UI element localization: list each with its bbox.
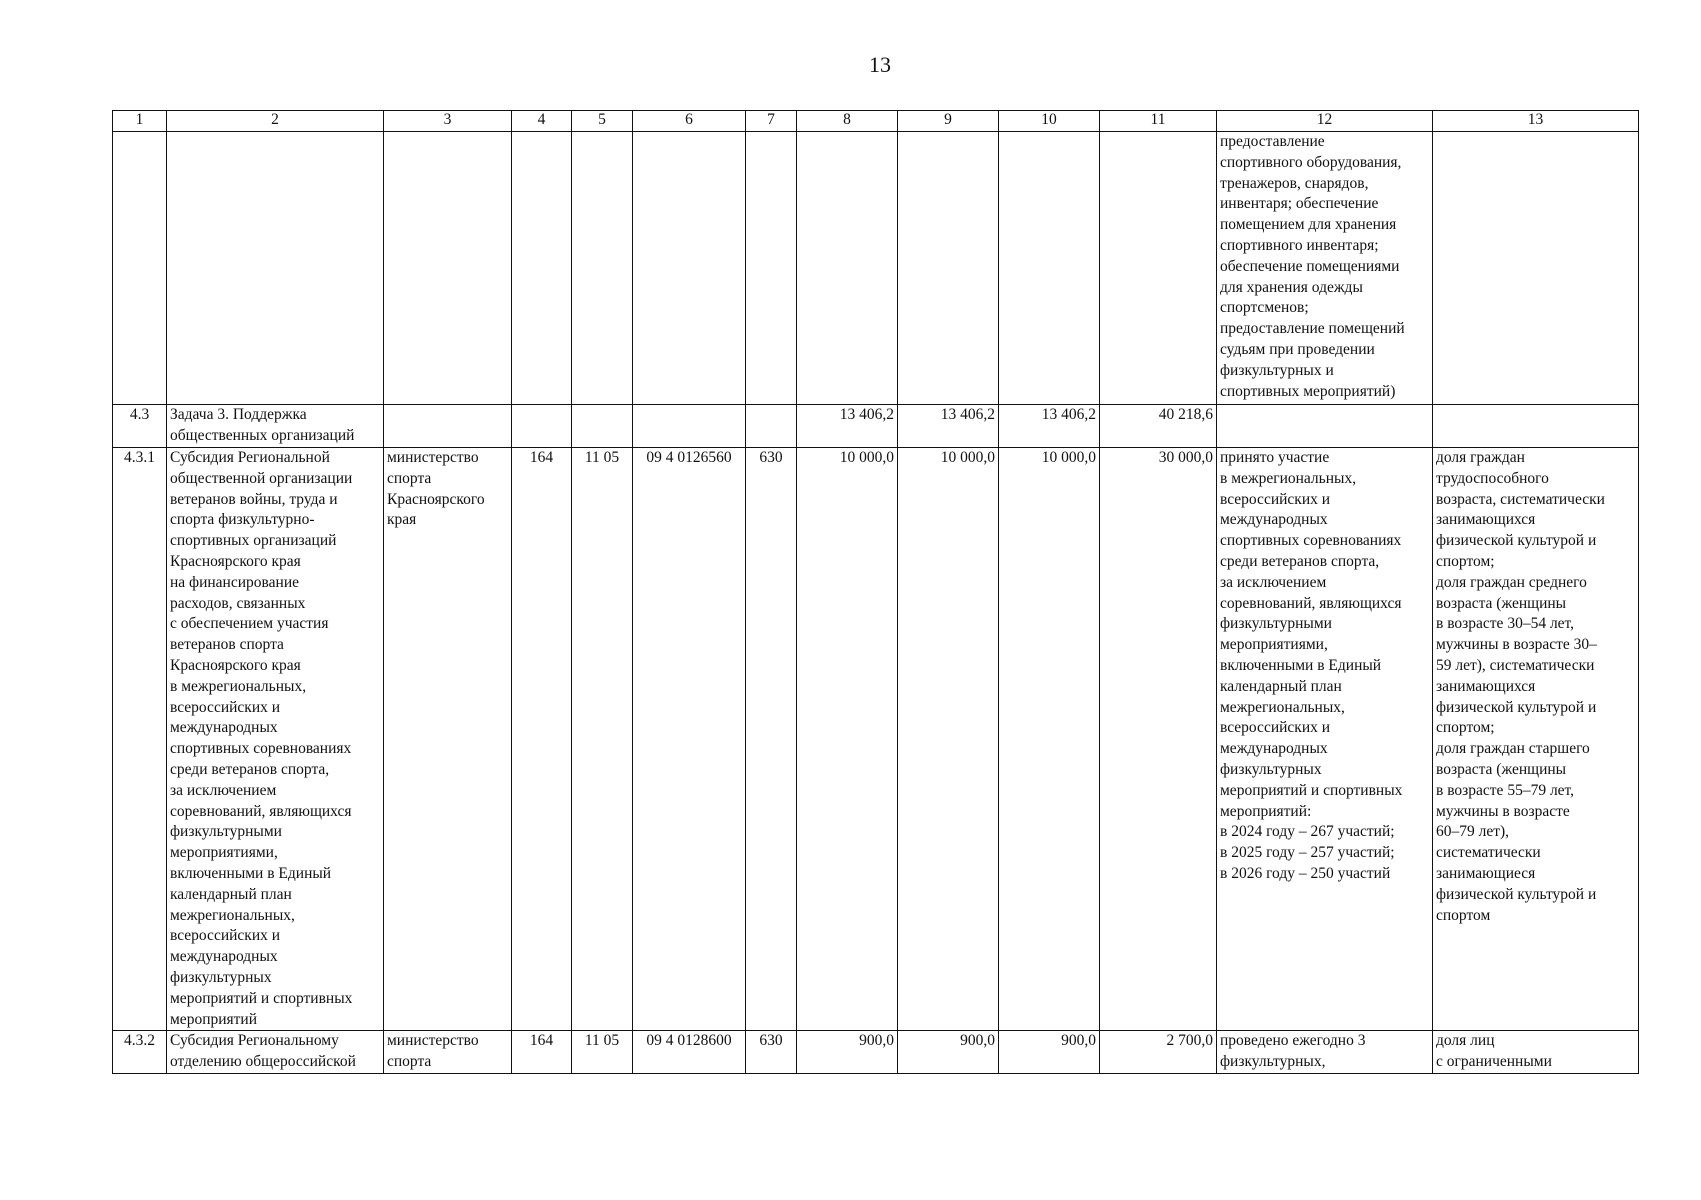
indicator-cell: доля граждан трудоспособного возраста, систематически занимающихся физической культурой и спортом; доля граждан среднего возраста (женщины в возрасте 30–54 лет, мужчины в возрасте 30– 59 лет), систематически занимающихся физической культурой и спортом; доля граждан старшего возраста (женщины в возрасте 55–79 лет, мужчины в возрасте 60–79 лет), систематически занимающиеся физической культурой и спортом [1433, 448, 1639, 1031]
row-number-cell [113, 132, 167, 405]
row-number-cell: 4.3.1 [113, 448, 167, 1031]
amount-total-cell: 30 000,0 [1100, 448, 1217, 1031]
indicator-cell [1433, 132, 1639, 405]
administrator-cell [384, 132, 512, 405]
section-cell: 11 05 [572, 448, 633, 1031]
column-header: 13 [1433, 111, 1639, 132]
target-article-cell: 09 4 0126560 [633, 448, 746, 1031]
column-number-row [113, 111, 1639, 132]
amount-total-cell [1100, 132, 1217, 405]
table-row [113, 405, 1639, 448]
amount-total-cell: 2 700,0 [1100, 1031, 1217, 1074]
grbs-cell [512, 405, 572, 448]
column-header: 11 [1100, 111, 1217, 132]
amount-2026-cell [999, 132, 1100, 405]
grbs-cell [512, 132, 572, 405]
amount-2025-cell [898, 132, 999, 405]
table-row [113, 132, 1639, 405]
activity-name-cell: Задача 3. Поддержка общественных организаций [167, 405, 384, 448]
column-header: 4 [512, 111, 572, 132]
column-header: 1 [113, 111, 167, 132]
table-row [113, 1031, 1639, 1074]
amount-2026-cell: 10 000,0 [999, 448, 1100, 1031]
column-header: 8 [797, 111, 898, 132]
expense-type-cell [746, 132, 797, 405]
activity-name-cell: Субсидия Региональной общественной организации ветеранов войны, труда и спорта физкультурно- спортивных организаций Красноярского края на финансирование расходов, связанных с обеспечением участия ветеранов спорта Красноярского края в межрегиональных, всероссийских и международных спортивных соревнованиях среди ветеранов спорта, за исключением соревнований, являющихся физкультурными мероприятиями, включенными в Единый календарный план межрегиональных, всероссийских и международных физкультурных мероприятий и спортивных мероприятий [167, 448, 384, 1031]
page-number: 13 [869, 52, 891, 77]
row-number-cell: 4.3.2 [113, 1031, 167, 1074]
expected-result-cell: принято участие в межрегиональных, всероссийских и международных спортивных соревнованиях среди ветеранов спорта, за исключением соревнований, являющихся физкультурными мероприятиями, включенными в Единый календарный план межрегиональных, всероссийских и международных физкультурных мероприятий и спортивных мероприятий: в 2024 году – 267 участий; в 2025 году – 257 участий; в 2026 году – 250 участий [1217, 448, 1433, 1031]
amount-2026-cell: 900,0 [999, 1031, 1100, 1074]
amount-2024-cell [797, 132, 898, 405]
table-row [113, 448, 1639, 1031]
activity-name-cell: Субсидия Региональному отделению общероссийской [167, 1031, 384, 1074]
column-header: 5 [572, 111, 633, 132]
administrator-cell: министерство спорта [384, 1031, 512, 1074]
section-cell [572, 132, 633, 405]
column-header: 7 [746, 111, 797, 132]
grbs-cell: 164 [512, 448, 572, 1031]
administrator-cell: министерство спорта Красноярского края [384, 448, 512, 1031]
column-header: 6 [633, 111, 746, 132]
activity-name-cell [167, 132, 384, 405]
target-article-cell [633, 132, 746, 405]
indicator-cell [1433, 405, 1639, 448]
administrator-cell [384, 405, 512, 448]
amount-2024-cell: 10 000,0 [797, 448, 898, 1031]
amount-2024-cell: 900,0 [797, 1031, 898, 1074]
amount-2024-cell: 13 406,2 [797, 405, 898, 448]
section-cell [572, 405, 633, 448]
expense-type-cell [746, 405, 797, 448]
expense-type-cell: 630 [746, 448, 797, 1031]
grbs-cell: 164 [512, 1031, 572, 1074]
amount-2025-cell: 900,0 [898, 1031, 999, 1074]
amount-2025-cell: 10 000,0 [898, 448, 999, 1031]
row-number-cell: 4.3 [113, 405, 167, 448]
column-header: 9 [898, 111, 999, 132]
column-header: 2 [167, 111, 384, 132]
expense-type-cell: 630 [746, 1031, 797, 1074]
section-cell: 11 05 [572, 1031, 633, 1074]
amount-total-cell: 40 218,6 [1100, 405, 1217, 448]
target-article-cell [633, 405, 746, 448]
column-header: 10 [999, 111, 1100, 132]
expected-result-cell: проведено ежегодно 3 физкультурных, [1217, 1031, 1433, 1074]
indicator-cell: доля лиц с ограниченными [1433, 1031, 1639, 1074]
program-activities-table [112, 110, 1639, 1074]
expected-result-cell: предоставление спортивного оборудования, тренажеров, снарядов, инвентаря; обеспечение помещением для хранения спортивного инвентаря; обеспечение помещениями для хранения одежды спортсменов; предоставление помещений судьям при проведении физкультурных и спортивных мероприятий) [1217, 132, 1433, 405]
amount-2025-cell: 13 406,2 [898, 405, 999, 448]
column-header: 12 [1217, 111, 1433, 132]
expected-result-cell [1217, 405, 1433, 448]
amount-2026-cell: 13 406,2 [999, 405, 1100, 448]
target-article-cell: 09 4 0128600 [633, 1031, 746, 1074]
column-header: 3 [384, 111, 512, 132]
